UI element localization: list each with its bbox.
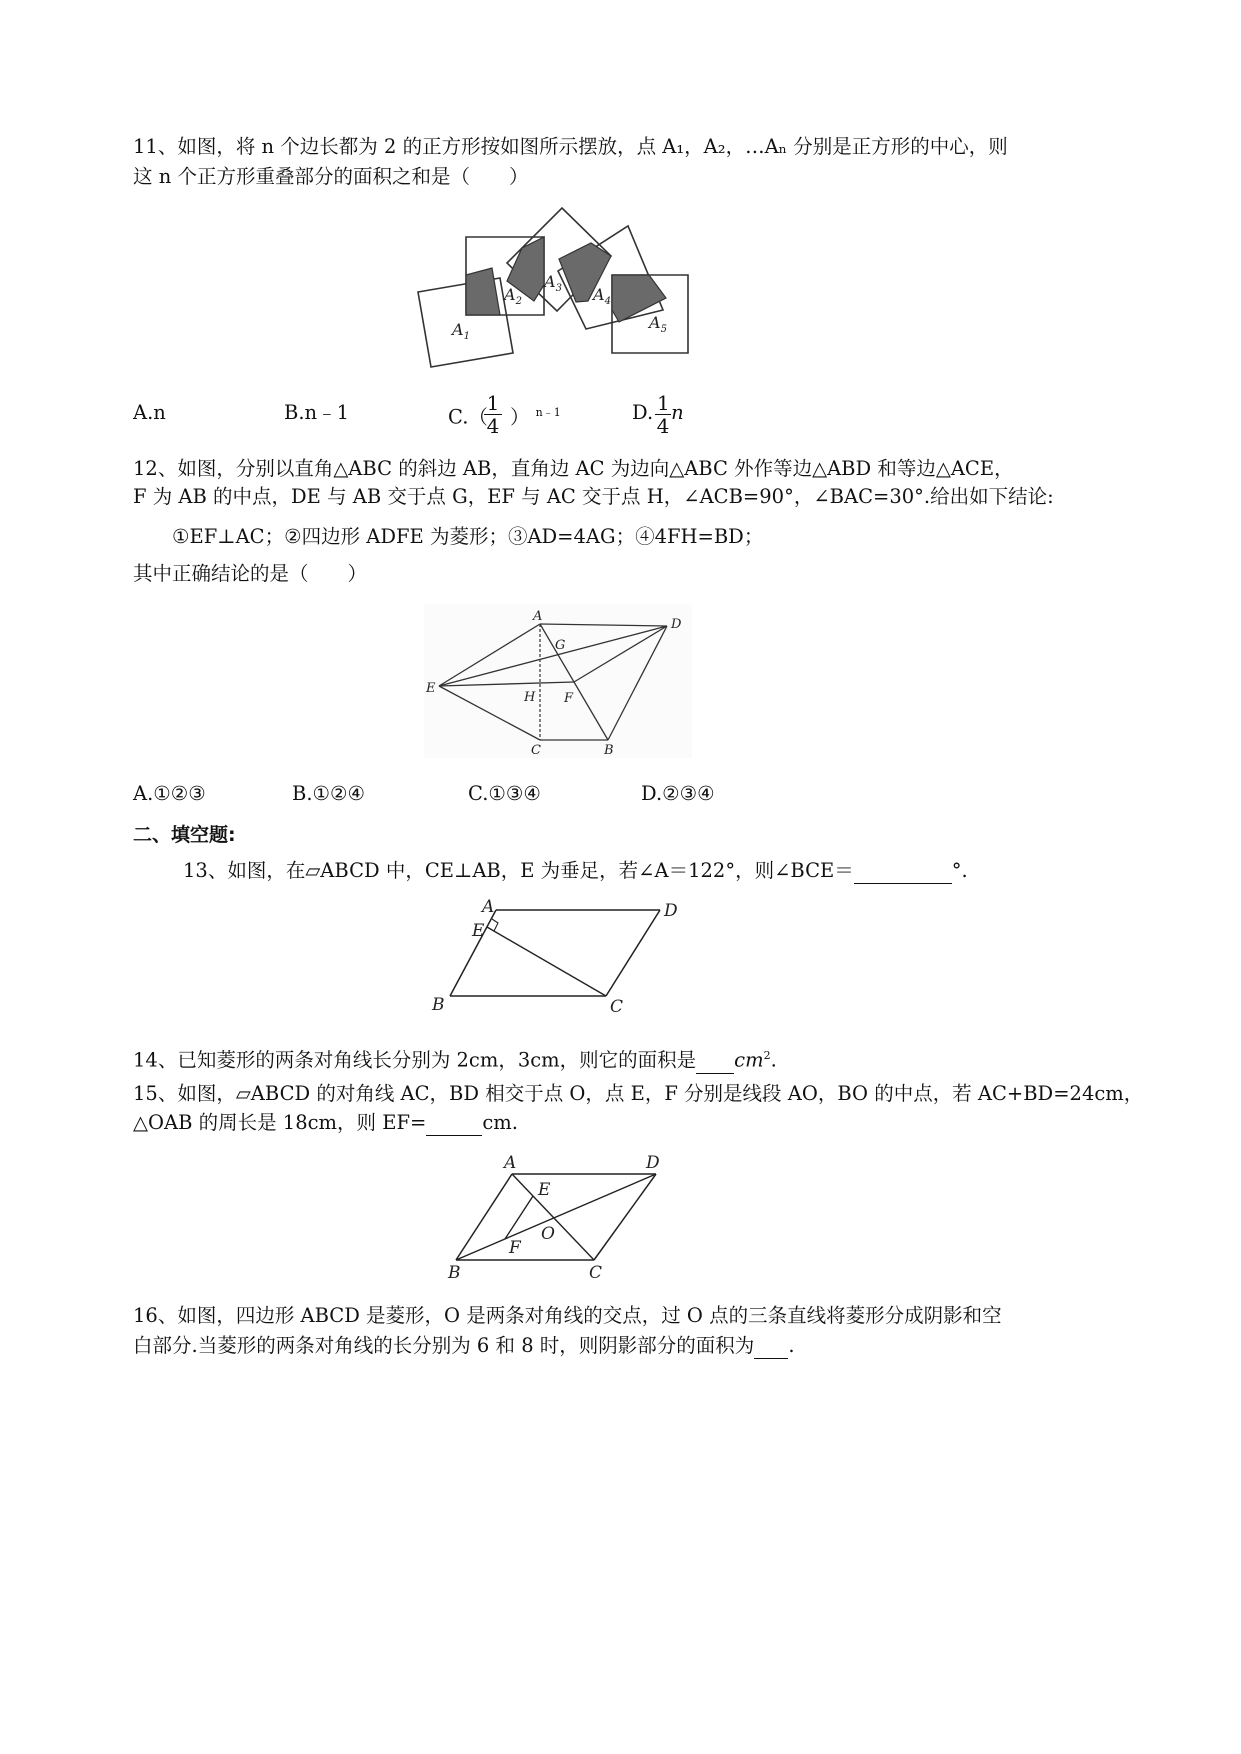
section-fill-in-title: 二、填空题: (133, 824, 236, 846)
q11-option-a[interactable]: A.n (133, 401, 166, 424)
fraction-denominator: 4 (486, 414, 500, 438)
q14-stem (133, 1043, 777, 1074)
q11-option-d-suffix: n (671, 401, 684, 424)
q15-text-before: △OAB 的周长是 18cm，则 EF= (133, 1111, 427, 1134)
label-D: D (664, 901, 678, 921)
fraction-numerator: 1 (484, 392, 502, 415)
right-angle-mark (492, 919, 498, 931)
q16-stem-line1: 16、如图，四边形 ABCD 是菱形，O 是两条对角线的交点，过 O 点的三条直线将菱形分成阴影和空 (133, 1304, 1002, 1327)
q11-option-c-suffix: ） (509, 405, 530, 429)
label-A2: $A_2$ (504, 285, 522, 307)
q12-stem-line1: 12、如图，分别以直角△ABC 的斜边 AB，直角边 AC 为边向△ABC 外作等边△ABD 和等边△ACE， (133, 457, 1014, 480)
label-D: D (646, 1153, 660, 1173)
q15-figure-parallelogram (444, 1150, 674, 1282)
label-C: C (610, 997, 624, 1017)
side-AB (456, 1174, 512, 1260)
q15-stem-line2 (133, 1110, 518, 1136)
label-H: H (524, 690, 536, 705)
q11-option-b[interactable]: B.n﹣1 (284, 401, 349, 424)
q12-option-b[interactable]: B.①②④ (292, 782, 365, 805)
q12-stem-line2: F 为 AB 的中点，DE 与 AB 交于点 G，EF 与 AC 交于点 H，∠ACB=90°，∠BAC=30°.给出如下结论: (133, 485, 1054, 508)
q11-option-c[interactable] (448, 400, 561, 431)
q14-unit-exponent: 2 (763, 1049, 771, 1062)
label-F: F (509, 1238, 521, 1258)
label-E: E (538, 1180, 551, 1200)
label-B: B (432, 995, 445, 1015)
q13-stem (183, 858, 968, 884)
q14-unit: cm (734, 1048, 764, 1072)
label-A: A (504, 1153, 517, 1173)
label-A3: $A_3$ (544, 272, 562, 294)
label-G: G (555, 638, 566, 653)
q12-figure-triangles (424, 604, 692, 758)
q13-answer-blank[interactable] (854, 883, 952, 884)
q14-text-before: 14、已知菱形的两条对角线长分别为 2cm，3cm，则它的面积是 (133, 1048, 697, 1072)
label-A: A (482, 897, 495, 917)
q11-figure-squares (416, 205, 696, 375)
fraction-numerator: 1 (657, 391, 670, 415)
q15-text-after: cm. (482, 1111, 518, 1134)
label-A4: $A_4$ (593, 285, 611, 307)
label-B: B (448, 1263, 461, 1282)
q11-stem-line2: 这 n 个正方形重叠部分的面积之和是（ ） (133, 165, 529, 188)
q11-option-d-prefix: D. (632, 401, 654, 424)
q16-text-before: 白部分.当菱形的两条对角线的长分别为 6 和 8 时，则阴影部分的面积为 (133, 1334, 755, 1357)
q16-stem-line2 (133, 1333, 795, 1359)
diagonal-BD (456, 1174, 656, 1260)
segment-CE (487, 927, 606, 996)
label-A: A (533, 609, 543, 624)
q15-stem-line1: 15、如图，▱ABCD 的对角线 AC，BD 相交于点 O，点 E，F 分别是线段 AO，BO 的中点，若 AC+BD=24cm， (133, 1082, 1144, 1105)
q12-conclusions: ①EF⊥AC；②四边形 ADFE 为菱形；③AD=4AG；④4FH=BD； (172, 525, 764, 548)
q14-answer-blank[interactable] (696, 1073, 734, 1074)
q12-option-c[interactable]: C.①③④ (468, 782, 541, 805)
label-F: F (564, 691, 574, 706)
q12-option-a[interactable]: A.①②③ (133, 782, 206, 805)
label-A5: $A_5$ (649, 313, 667, 335)
q12-option-d[interactable]: D.②③④ (641, 782, 715, 805)
label-D: D (671, 617, 682, 632)
q15-answer-blank[interactable] (426, 1135, 482, 1136)
label-B: B (604, 743, 614, 758)
q16-text-after: . (788, 1334, 795, 1357)
q11-stem-line1: 11、如图，将 n 个边长都为 2 的正方形按如图所示摆放，点 A₁，A₂，…Aₙ 分别是正方形的中心，则 (133, 135, 1008, 158)
q11-option-c-prefix: C.（ (448, 405, 488, 429)
q12-question: 其中正确结论的是（ ） (133, 562, 368, 585)
q11-option-c-exponent: n﹣1 (535, 406, 561, 419)
q14-text-after: . (770, 1048, 777, 1072)
label-A1: $A_1$ (452, 320, 470, 342)
q16-answer-blank[interactable] (754, 1358, 788, 1359)
q13-text-after: °. (951, 859, 968, 882)
overlap-1 (466, 268, 500, 315)
q13-text-before: 13、如图，在▱ABCD 中，CE⊥AB，E 为垂足，若∠A＝122°，则∠BCE＝ (183, 859, 854, 882)
fraction-denominator: 4 (656, 414, 670, 438)
side-DC (606, 910, 660, 996)
diagonal-AC (512, 1174, 594, 1260)
label-C: C (589, 1263, 603, 1282)
label-E: E (472, 921, 485, 941)
label-C: C (531, 743, 541, 758)
q13-figure-parallelogram (424, 896, 694, 1018)
q11-option-d-fraction (655, 392, 671, 437)
label-E: E (426, 681, 436, 696)
label-O: O (541, 1224, 555, 1244)
q11-option-c-fraction (484, 392, 502, 437)
